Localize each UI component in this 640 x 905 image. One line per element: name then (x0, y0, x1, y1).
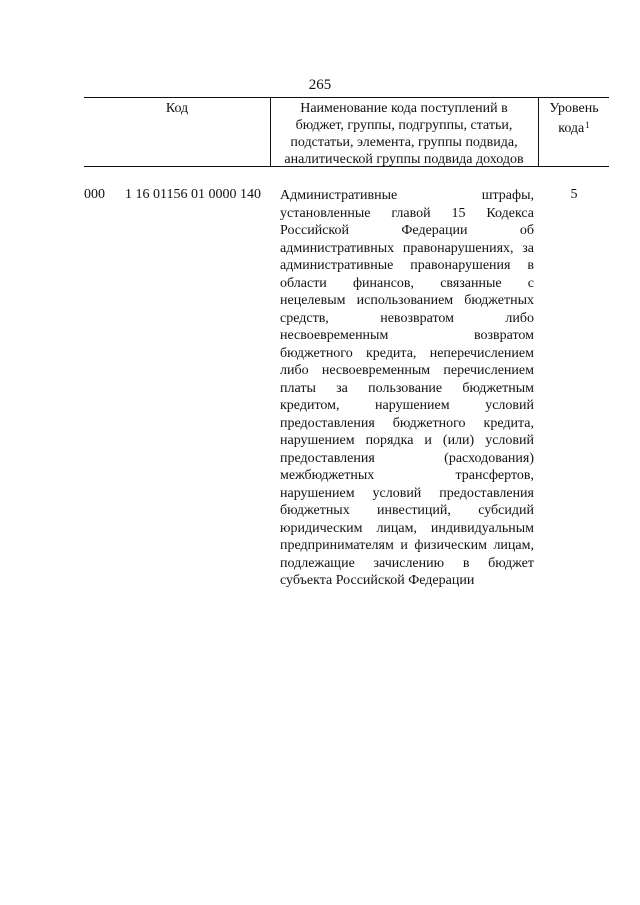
header-name-line: аналитической группы подвида доходов (284, 152, 524, 167)
header-code: Код (165, 101, 189, 116)
header-name-line: бюджет, группы, подгруппы, статьи, (295, 118, 513, 133)
description-line: межбюджетных трансфертов, (280, 468, 534, 483)
table-header (84, 97, 609, 167)
description-line: предоставления бюджетного кредита, (280, 415, 534, 431)
description-line: Административные штрафы, (280, 188, 534, 203)
code-level: 5 (570, 187, 578, 202)
description-line: несвоевременным возвратом (280, 328, 534, 343)
description-line: кредитом, нарушением условий (280, 398, 534, 413)
description-line: административные правонарушения в (280, 258, 534, 273)
description-line: области финансов, связанные с (280, 275, 534, 291)
description-line: бюджетных инвестиций, субсидий (280, 503, 534, 518)
revenue-code: 1 16 01156 01 0000 140 (125, 187, 261, 202)
description-line: предоставления (расходования) (280, 450, 534, 466)
header-name (270, 100, 538, 168)
revenue-description (280, 187, 534, 590)
header-level-line (539, 117, 609, 137)
description-line: нарушением условий предоставления (280, 485, 534, 501)
description-line: Российской Федерации об (280, 223, 534, 238)
header-level-line: Уровень (549, 101, 599, 116)
description-line: либо несвоевременным перечислением (280, 363, 534, 378)
header-level (539, 100, 609, 137)
header-name-line: Наименование кода поступлений в (300, 101, 508, 116)
footnote-marker: 1 (585, 120, 590, 130)
description-line: нецелевым использованием бюджетных (280, 293, 534, 308)
description-line: подлежащие зачислению в бюджет (280, 555, 534, 571)
admin-code: 000 (84, 187, 105, 202)
description-line: средств, невозвратом либо (280, 310, 534, 326)
description-line: установленные главой 15 Кодекса (280, 205, 534, 221)
description-line: предпринимателям и физическим лицам, (280, 538, 534, 553)
header-level-word: кода (558, 121, 585, 136)
header-name-line: подстатьи, элемента, группы подвида, (290, 135, 518, 150)
description-line: бюджетного кредита, неперечислением (280, 345, 534, 361)
description-line: административных правонарушениях, за (280, 240, 534, 256)
description-line: платы за пользование бюджетным (280, 380, 534, 396)
description-line: нарушением порядка и (или) условий (280, 433, 534, 448)
description-line: юридическим лицам, индивидуальным (280, 520, 534, 536)
description-line: субъекта Российской Федерации (280, 573, 475, 588)
page-number: 265 (308, 77, 332, 93)
